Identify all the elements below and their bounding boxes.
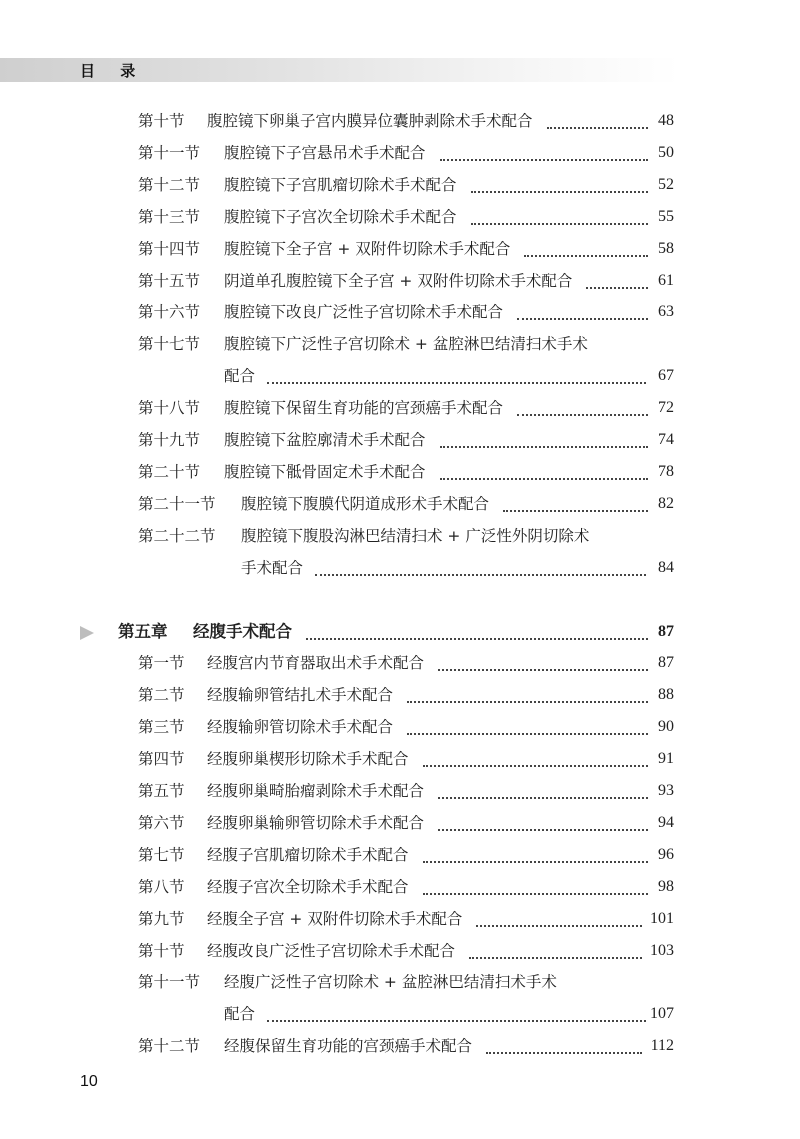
toc-entry-row[interactable]: [0, 395, 800, 421]
toc-entry-page: 50: [658, 143, 674, 161]
toc-entry-title: 腹腔镜下卵巢子宫内膜异位囊肿剥除术手术配合: [207, 112, 533, 130]
toc-entry-row[interactable]: [0, 842, 800, 868]
toc-dot-leader: [315, 562, 646, 576]
toc-entry-number: 第四节: [138, 750, 185, 769]
toc-entry-number: 第十节: [138, 112, 185, 130]
toc-dot-leader: [423, 881, 648, 895]
toc-entry-number: 第二节: [138, 686, 185, 705]
toc-dot-leader: [524, 243, 648, 257]
toc-entry-number: 第二十二节: [138, 526, 216, 545]
toc-entry-title: 腹腔镜下保留生育功能的宫颈癌手术配合: [224, 399, 504, 418]
toc-entry-title: 经腹宫内节育器取出术手术配合: [207, 654, 425, 673]
toc-entry-title: 经腹子宫肌瘤切除术手术配合: [207, 845, 409, 864]
toc-dot-leader: [440, 147, 648, 161]
toc-entry-number: 第二十节: [138, 462, 201, 481]
toc-dot-leader: [306, 626, 648, 640]
toc-dot-leader: [438, 785, 648, 799]
toc-entry-row[interactable]: [0, 746, 800, 772]
toc-entry-page: 67: [658, 367, 674, 385]
toc-entry-row[interactable]: [0, 140, 800, 166]
toc-entry-page: 48: [658, 112, 674, 129]
toc-entry-row[interactable]: [0, 1033, 800, 1059]
toc-entry-number: 第二十一节: [138, 494, 216, 513]
toc-entry-title: 经腹保留生育功能的宫颈癌手术配合: [224, 1037, 473, 1056]
toc-dot-leader: [471, 179, 648, 193]
toc-entry-row[interactable]: [0, 331, 800, 357]
toc-entry-row[interactable]: [0, 204, 800, 230]
toc-entry-page: 107: [650, 1005, 674, 1023]
toc-entry-row[interactable]: [0, 969, 800, 995]
toc-dot-leader: [469, 945, 642, 959]
toc-dot-leader: [423, 753, 648, 767]
chapter-arrow-icon: [80, 626, 94, 640]
toc-entry-row[interactable]: [0, 236, 800, 262]
toc-entry-number: 第五章: [118, 621, 168, 641]
toc-entry-continuation-row[interactable]: [0, 1001, 800, 1027]
toc-entry-title: 经腹全子宫 + 双附件切除术手术配合: [207, 909, 463, 928]
toc-dot-leader: [517, 306, 648, 320]
toc-entry-row[interactable]: [0, 810, 800, 836]
toc-dot-leader: [486, 1040, 642, 1054]
toc-entry-row[interactable]: [0, 778, 800, 804]
toc-entry-number: 第十一节: [138, 973, 201, 992]
toc-dot-leader: [476, 913, 642, 927]
toc-entry-row[interactable]: [0, 172, 800, 198]
toc-entry-title: 经腹手术配合: [193, 621, 292, 641]
toc-dot-leader: [267, 1008, 646, 1022]
toc-entry-title-continuation: 配合: [224, 367, 256, 386]
toc-entry-row[interactable]: [0, 714, 800, 740]
toc-entry-page: 98: [658, 877, 674, 895]
toc-dot-leader: [440, 466, 648, 480]
toc-entry-number: 第十一节: [138, 143, 201, 162]
toc-entry-page: 93: [658, 782, 674, 799]
toc-entry-row[interactable]: [0, 108, 800, 134]
toc-entry-title: 腹腔镜下广泛性子宫切除术 + 盆腔淋巴结清扫术手术: [224, 335, 588, 354]
toc-entry-number: 第十五节: [138, 271, 201, 290]
toc-dot-leader: [438, 817, 648, 831]
toc-entry-row[interactable]: [0, 650, 800, 676]
toc-entry-row[interactable]: [0, 427, 800, 453]
toc-entry-title: 经腹卵巢楔形切除术手术配合: [207, 750, 409, 769]
page-header-title: 目 录: [80, 62, 146, 80]
toc-entry-title: 经腹改良广泛性子宫切除术手术配合: [207, 941, 456, 960]
toc-entry-title: 阴道单孔腹腔镜下全子宫 + 双附件切除术手术配合: [224, 271, 573, 290]
toc-entry-number: 第十四节: [138, 239, 201, 258]
toc-entry-row[interactable]: [0, 491, 800, 517]
toc-entry-row[interactable]: [0, 268, 800, 294]
toc-entry-title: 腹腔镜下子宫次全切除术手术配合: [224, 207, 457, 226]
toc-entry-title: 经腹卵巢畸胎瘤剥除术手术配合: [207, 782, 425, 800]
toc-entry-title: 腹腔镜下子宫悬吊术手术配合: [224, 143, 426, 162]
toc-entry-title: 经腹输卵管切除术手术配合: [207, 718, 394, 737]
toc-entry-number: 第十六节: [138, 303, 201, 322]
toc-chapter-row[interactable]: [0, 619, 800, 645]
toc-entry-title: 经腹子宫次全切除术手术配合: [207, 877, 409, 896]
toc-entry-title: 经腹输卵管结扎术手术配合: [207, 686, 394, 705]
toc-entry-row[interactable]: [0, 906, 800, 932]
toc-entry-number: 第十三节: [138, 207, 201, 226]
toc-entry-page: 55: [658, 207, 674, 225]
toc-entry-number: 第一节: [138, 654, 185, 673]
toc-entry-page: 74: [658, 431, 674, 448]
toc-entry-page: 90: [658, 718, 674, 736]
toc-entry-title-continuation: 手术配合: [241, 558, 304, 577]
toc-entry-number: 第十八节: [138, 399, 201, 418]
toc-entry-row[interactable]: [0, 299, 800, 325]
toc-entry-page: 87: [658, 654, 674, 672]
toc-entry-title: 腹腔镜下盆腔廓清术手术配合: [224, 431, 426, 449]
toc-entry-number: 第八节: [138, 877, 185, 896]
toc-entry-title: 腹腔镜下腹股沟淋巴结清扫术 + 广泛性外阴切除术: [241, 526, 590, 545]
page-number: 10: [80, 1073, 98, 1090]
toc-entry-page: 94: [658, 813, 674, 831]
toc-entry-title: 腹腔镜下腹膜代阴道成形术手术配合: [241, 494, 490, 513]
toc-entry-page: 103: [650, 941, 674, 959]
toc-entry-row[interactable]: [0, 459, 800, 485]
toc-entry-row[interactable]: [0, 682, 800, 708]
toc-entry-page: 84: [658, 558, 674, 576]
toc-dot-leader: [517, 402, 648, 416]
toc-entry-title-continuation: 配合: [224, 1005, 256, 1024]
toc-entry-page: 88: [658, 686, 674, 704]
toc-dot-leader: [440, 434, 648, 448]
toc-entry-row[interactable]: [0, 523, 800, 549]
toc-dot-leader: [267, 370, 646, 384]
toc-entry-page: 101: [650, 909, 674, 927]
toc-dot-leader: [407, 721, 648, 735]
toc-entry-page: 63: [658, 303, 674, 321]
toc-entry-row[interactable]: [0, 938, 800, 964]
toc-entry-number: 第十二节: [138, 1037, 201, 1056]
toc-entry-title: 经腹广泛性子宫切除术 + 盆腔淋巴结清扫术手术: [224, 973, 557, 992]
toc-dot-leader: [547, 115, 648, 129]
toc-entry-page: 58: [658, 239, 674, 257]
toc-entry-number: 第十节: [138, 941, 185, 960]
toc-entry-number: 第九节: [138, 909, 185, 928]
toc-entry-title: 腹腔镜下全子宫 + 双附件切除术手术配合: [224, 239, 511, 258]
toc-entry-number: 第十九节: [138, 431, 201, 449]
toc-dot-leader: [438, 657, 648, 671]
toc-entry-number: 第十二节: [138, 175, 201, 194]
toc-entry-number: 第五节: [138, 782, 185, 800]
toc-entry-continuation-row[interactable]: [0, 555, 800, 581]
toc-entry-title: 腹腔镜下改良广泛性子宫切除术手术配合: [224, 303, 504, 322]
toc-entry-page: 112: [650, 1037, 674, 1055]
toc-entry-continuation-row[interactable]: [0, 363, 800, 389]
toc-entry-page: 96: [658, 845, 674, 863]
toc-dot-leader: [423, 849, 648, 863]
toc-dot-leader: [586, 275, 648, 289]
toc-entry-page: 72: [658, 399, 674, 417]
toc-dot-leader: [503, 498, 648, 512]
toc-entry-title: 腹腔镜下子宫肌瘤切除术手术配合: [224, 175, 457, 194]
toc-entry-page: 52: [658, 175, 674, 193]
toc-dot-leader: [471, 211, 648, 225]
toc-entry-page: 91: [658, 750, 674, 768]
toc-entry-number: 第三节: [138, 718, 185, 737]
toc-entry-title: 经腹卵巢输卵管切除术手术配合: [207, 813, 425, 832]
toc-entry-title: 腹腔镜下骶骨固定术手术配合: [224, 462, 426, 481]
toc-dot-leader: [407, 689, 648, 703]
toc-entry-page: 87: [658, 622, 674, 640]
toc-entry-number: 第六节: [138, 813, 185, 832]
toc-entry-number: 第七节: [138, 845, 185, 864]
toc-entry-row[interactable]: [0, 874, 800, 900]
toc-entry-number: 第十七节: [138, 335, 201, 354]
toc-entry-page: 61: [658, 271, 674, 289]
toc-entry-page: 82: [658, 494, 674, 512]
toc-entry-page: 78: [658, 462, 674, 480]
